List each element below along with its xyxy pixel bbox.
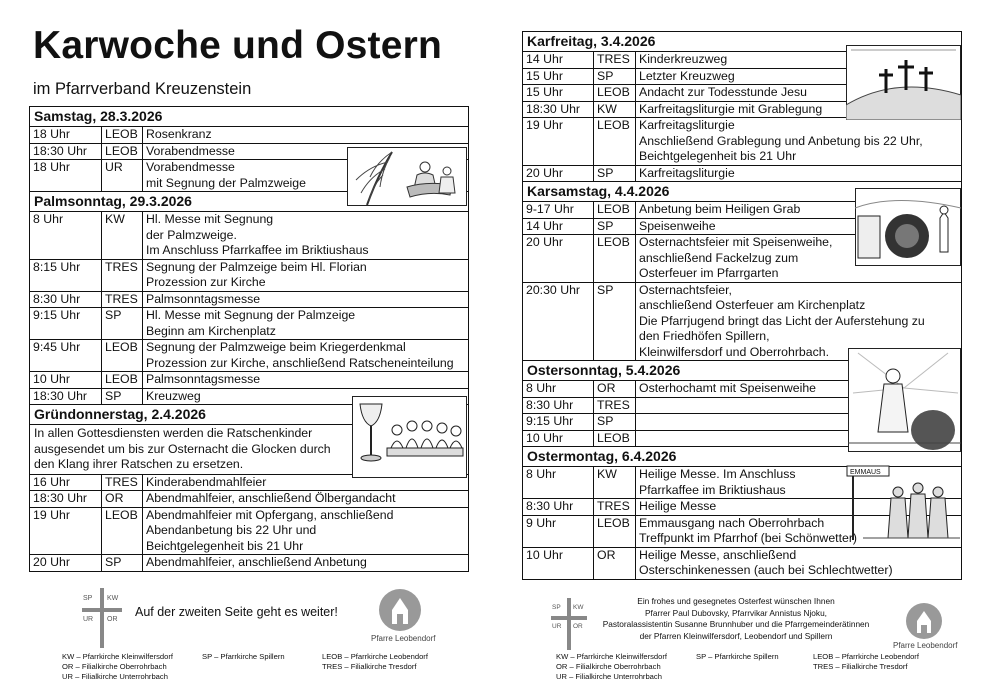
continue-note: Auf der zweiten Seite geht es weiter! <box>135 605 338 619</box>
description-line: Beginn am Kirchenplatz <box>146 323 276 338</box>
row-place: LEOB <box>593 85 635 101</box>
description-line: der Palmzweige. <box>146 227 237 242</box>
description-line: anschließend Fackelzug zum <box>639 250 799 265</box>
description-line: Segnung der Palmzeige beim Hl. Florian <box>146 259 367 274</box>
row-description <box>142 308 468 339</box>
table-row <box>523 117 961 165</box>
legend-entry: LEOB – Pfarrkirche Leobendorf <box>322 652 428 661</box>
row-place: LEOB <box>101 127 142 143</box>
row-time: 15 Uhr <box>526 68 563 83</box>
row-place: SP <box>101 308 142 339</box>
row-place: SP <box>593 166 635 182</box>
note-line: den Klang ihrer Ratschen zu ersetzen. <box>34 457 244 471</box>
description-line: Anbetung beim Heiligen Grab <box>639 202 801 216</box>
row-place: SP <box>593 219 635 235</box>
row-time: 8:30 Uhr <box>526 397 574 412</box>
legend-entry: TRES – Filialkirche Tresdorf <box>322 662 417 671</box>
easter-greeting <box>586 596 886 642</box>
row-place: OR <box>593 548 635 579</box>
emmaus-sign-text: EMMAUS <box>850 469 881 476</box>
description-line: Heilige Messe, anschließend <box>639 547 797 562</box>
description-line: Abendmahlfeier, anschließend Ölbergandacht <box>146 491 396 505</box>
legend-entry: UR – Filialkirche Unterrohrbach <box>62 672 168 681</box>
table-row <box>30 259 468 291</box>
description-line: mit Segnung der Palmzweige <box>146 175 306 190</box>
row-description <box>635 414 825 430</box>
emmaus-illustration <box>843 458 960 540</box>
row-place: LEOB <box>593 118 635 165</box>
row-time: 16 Uhr <box>33 474 70 489</box>
cross-label: KW <box>573 604 584 611</box>
calvary-illustration <box>846 45 961 120</box>
row-time: 8:15 Uhr <box>33 259 81 274</box>
section-title: Karfreitag, 3.4.2026 <box>523 32 961 51</box>
page-subtitle: im Pfarrverband Kreuzenstein <box>33 80 252 98</box>
description-line: Abendanbetung bis 22 Uhr und <box>146 523 317 537</box>
description-line: Kleinwilfersdorf und Oberrohrbach. <box>639 344 830 359</box>
table-row <box>523 547 961 579</box>
legend-column <box>556 652 667 682</box>
section-title: Samstag, 28.3.2026 <box>30 107 468 126</box>
description-line: Karfreitagsliturgie mit Grablegung <box>639 101 823 116</box>
row-time: 9-17 Uhr <box>526 202 574 216</box>
table-row <box>30 490 468 507</box>
row-place: TRES <box>593 499 635 515</box>
description-line: Karfreitagsliturgie <box>639 165 735 180</box>
description-line: Anschließend Grablegung und Anbetung bis 22 Uhr, <box>639 133 923 148</box>
row-time: 10 Uhr <box>33 372 70 386</box>
row-time: 9 Uhr <box>526 515 557 530</box>
row-place: UR <box>101 160 142 191</box>
row-time: 18:30 Uhr <box>526 101 581 116</box>
row-description <box>635 118 961 165</box>
row-place: OR <box>101 491 142 507</box>
row-time: 8 Uhr <box>526 381 557 395</box>
greeting-line: Pastoralassistentin Susanne Brunnhuber und die Pfarrgemeinderätinnen <box>602 619 870 629</box>
section-title: Palmsonntag, 29.3.2026 <box>30 191 468 211</box>
greeting-line: der Pfarren Kleinwilfersdorf, Leobendorf und Spillern <box>639 630 833 641</box>
row-place: SP <box>593 414 635 430</box>
row-time: 8 Uhr <box>526 467 557 481</box>
row-description <box>142 260 468 291</box>
logo-label: Pfarre Leobendorf <box>371 634 436 643</box>
description-line: Osterhochamt mit Speisenweihe <box>639 381 817 395</box>
legend-entry: KW – Pfarrkirche Kleinwilfersdorf <box>556 652 667 661</box>
row-time: 18:30 Uhr <box>33 143 88 158</box>
row-place: LEOB <box>101 340 142 371</box>
row-time: 10 Uhr <box>526 547 563 562</box>
row-description <box>142 555 468 571</box>
cross-label: OR <box>107 616 118 623</box>
row-time: 18:30 Uhr <box>33 388 88 403</box>
row-place: KW <box>593 467 635 498</box>
legend-entry: LEOB – Pfarrkirche Leobendorf <box>813 652 919 661</box>
table-row <box>30 211 468 259</box>
row-description <box>142 340 468 371</box>
row-time: 20 Uhr <box>526 235 563 249</box>
row-description <box>635 398 825 414</box>
table-row <box>30 507 468 555</box>
row-place: LEOB <box>593 202 635 218</box>
row-description <box>142 127 468 143</box>
last-supper-illustration <box>352 396 467 478</box>
row-time: 10 Uhr <box>526 430 563 445</box>
logo-label: Pfarre Leobendorf <box>893 641 958 650</box>
row-place: TRES <box>101 260 142 291</box>
note-line: ausgesendet um bis zur Osternacht die Glocken durch <box>34 441 331 456</box>
description-line: Vorabendmesse <box>146 160 235 174</box>
description-line: Pfarrkaffee im Briktiushaus <box>639 482 786 497</box>
pfarrverband-cross-logo <box>80 588 124 648</box>
description-line: Osterfeuer im Pfarrgarten <box>639 266 779 280</box>
resurrection-illustration <box>848 348 961 452</box>
description-line: Prozession zur Kirche, anschließend Ratscheneinteilung <box>146 355 454 370</box>
row-time: 15 Uhr <box>526 85 563 99</box>
legend-entry: SP – Pfarrkirche Spillern <box>696 652 779 661</box>
description-line: Osternachtsfeier, <box>639 282 732 297</box>
description-line: Beichtgelegenheit bis 21 Uhr <box>639 149 797 163</box>
row-time: 8:30 Uhr <box>33 291 81 306</box>
description-line: Hl. Messe mit Segnung der Palmzeige <box>146 308 356 322</box>
row-time: 20 Uhr <box>33 555 70 569</box>
note-line: In allen Gottesdiensten werden die Ratschenkinder <box>34 426 313 440</box>
row-time: 18 Uhr <box>33 127 70 141</box>
row-place: KW <box>593 102 635 118</box>
row-time: 9:15 Uhr <box>526 414 574 428</box>
cross-label: OR <box>573 623 583 630</box>
row-description <box>142 372 468 388</box>
description-line: Prozession zur Kirche <box>146 275 266 289</box>
description-line: Emmausgang nach Oberrohrbach <box>639 515 825 530</box>
description-line: Kreuzweg <box>146 388 201 403</box>
description-line: Heilige Messe. Im Anschluss <box>639 467 796 481</box>
row-time: 8 Uhr <box>33 212 64 226</box>
row-place: LEOB <box>101 508 142 555</box>
description-line: Die Pfarrjugend bringt das Licht der Auferstehung zu <box>639 313 925 328</box>
row-place: LEOB <box>593 431 635 447</box>
row-description <box>635 381 825 397</box>
row-place: TRES <box>101 292 142 308</box>
legend-entry: KW – Pfarrkirche Kleinwilfersdorf <box>62 652 173 661</box>
greeting-line: Pfarrer Paul Dubovsky, Pfarrvikar Annistus Njoku, <box>645 607 827 618</box>
description-line: Abendmahlfeier mit Opfergang, anschließend <box>146 507 394 522</box>
description-line: Rosenkranz <box>146 127 212 141</box>
row-place: LEOB <box>593 516 635 547</box>
right-page <box>491 0 982 690</box>
section-note <box>30 424 358 474</box>
legend-entry: SP – Pfarrkirche Spillern <box>202 652 285 661</box>
row-place: SP <box>101 389 142 405</box>
row-description <box>635 431 825 447</box>
description-line: Osterschinkenessen (auch bei Schlechtwetter) <box>639 563 893 577</box>
legend-column <box>202 652 285 662</box>
description-line: Osternachtsfeier mit Speisenweihe, <box>639 235 833 249</box>
description-line: Beichtgelegenheit bis 21 Uhr <box>146 538 304 553</box>
row-time: 19 Uhr <box>526 118 563 132</box>
legend-entry: OR – Filialkirche Oberrohrbach <box>556 662 661 671</box>
section-title: Karsamstag, 4.4.2026 <box>523 181 961 201</box>
schedule-section <box>30 191 468 404</box>
empty-tomb-illustration <box>855 188 961 266</box>
row-description <box>142 212 468 259</box>
row-time: 14 Uhr <box>526 52 563 66</box>
row-time: 9:45 Uhr <box>33 340 81 354</box>
row-description <box>142 292 468 308</box>
description-line: Hl. Messe mit Segnung <box>146 212 274 226</box>
row-place: TRES <box>593 398 635 414</box>
church-logo-icon <box>905 602 943 640</box>
description-line: Abendmahlfeier, anschließend Anbetung <box>146 555 367 569</box>
pfarrverband-cross-logo <box>549 598 589 650</box>
cross-label: SP <box>83 595 93 602</box>
description-line: Karfreitagsliturgie <box>639 118 735 132</box>
description-line: Kinderabendmahlfeier <box>146 474 267 489</box>
row-place: LEOB <box>101 372 142 388</box>
legend-column <box>322 652 428 672</box>
legend-entry: UR – Filialkirche Unterrohrbach <box>556 672 662 681</box>
description-line: Letzter Kreuzweg <box>639 68 735 83</box>
row-time: 18 Uhr <box>33 160 70 174</box>
legend-entry: OR – Filialkirche Oberrohrbach <box>62 662 167 671</box>
row-place: LEOB <box>101 144 142 160</box>
greeting-line: Ein frohes und gesegnetes Osterfest wünschen Ihnen <box>637 596 835 606</box>
row-time: 20:30 Uhr <box>526 282 581 297</box>
legend-column <box>813 652 919 672</box>
page-title: Karwoche und Ostern <box>33 24 443 67</box>
row-description <box>142 508 468 555</box>
description-line: Palmsonntagsmesse <box>146 291 261 306</box>
description-line: Kinderkreuzweg <box>639 52 728 66</box>
row-place: TRES <box>593 52 635 68</box>
description-line: Im Anschluss Pfarrkaffee im Briktiushaus <box>146 243 369 257</box>
row-time: 8:30 Uhr <box>526 499 574 513</box>
row-time: 19 Uhr <box>33 507 70 522</box>
row-time: 9:15 Uhr <box>33 308 81 322</box>
table-row <box>30 371 468 388</box>
table-row <box>30 554 468 571</box>
description-line: den Friedhöfen Spillern, <box>639 329 770 343</box>
section-title: Gründonnerstag, 2.4.2026 <box>30 404 468 424</box>
row-time: 18:30 Uhr <box>33 491 88 505</box>
row-time: 14 Uhr <box>526 218 563 233</box>
description-line: Palmsonntagsmesse <box>146 372 261 386</box>
row-place: TRES <box>101 475 142 491</box>
row-place: SP <box>593 69 635 85</box>
table-row <box>30 307 468 339</box>
description-line: anschließend Osterfeuer am Kirchenplatz <box>639 298 866 312</box>
legend-entry: TRES – Filialkirche Tresdorf <box>813 662 908 671</box>
description-line: Vorabendmesse <box>146 143 235 158</box>
row-place: LEOB <box>593 235 635 282</box>
section-title: Ostersonntag, 5.4.2026 <box>523 360 961 380</box>
row-description <box>635 548 961 579</box>
row-place: KW <box>101 212 142 259</box>
table-row <box>30 126 468 143</box>
row-description <box>142 491 468 507</box>
cross-label: UR <box>83 616 94 623</box>
description-line: Speisenweihe <box>639 218 716 233</box>
cross-label: KW <box>107 595 119 602</box>
row-description <box>635 166 961 182</box>
table-row <box>523 165 961 182</box>
row-place: SP <box>593 283 635 361</box>
church-logo-icon <box>378 588 422 632</box>
table-row <box>30 339 468 371</box>
description-line: Treffpunkt im Pfarrhof (bei Schönwetter) <box>639 531 858 545</box>
description-line: Heilige Messe <box>639 499 717 513</box>
legend-column <box>696 652 779 662</box>
row-place: SP <box>101 555 142 571</box>
cross-label: UR <box>552 623 562 630</box>
description-line: Andacht zur Todesstunde Jesu <box>639 85 807 99</box>
legend-column <box>62 652 173 682</box>
row-place: OR <box>593 381 635 397</box>
description-line: Segnung der Palmzweige beim Kriegerdenkmal <box>146 340 406 354</box>
palm-sunday-illustration <box>347 147 467 206</box>
row-time: 20 Uhr <box>526 165 563 180</box>
table-row <box>30 291 468 308</box>
section-title: Ostermontag, 6.4.2026 <box>523 446 961 466</box>
cross-label: SP <box>552 604 561 611</box>
